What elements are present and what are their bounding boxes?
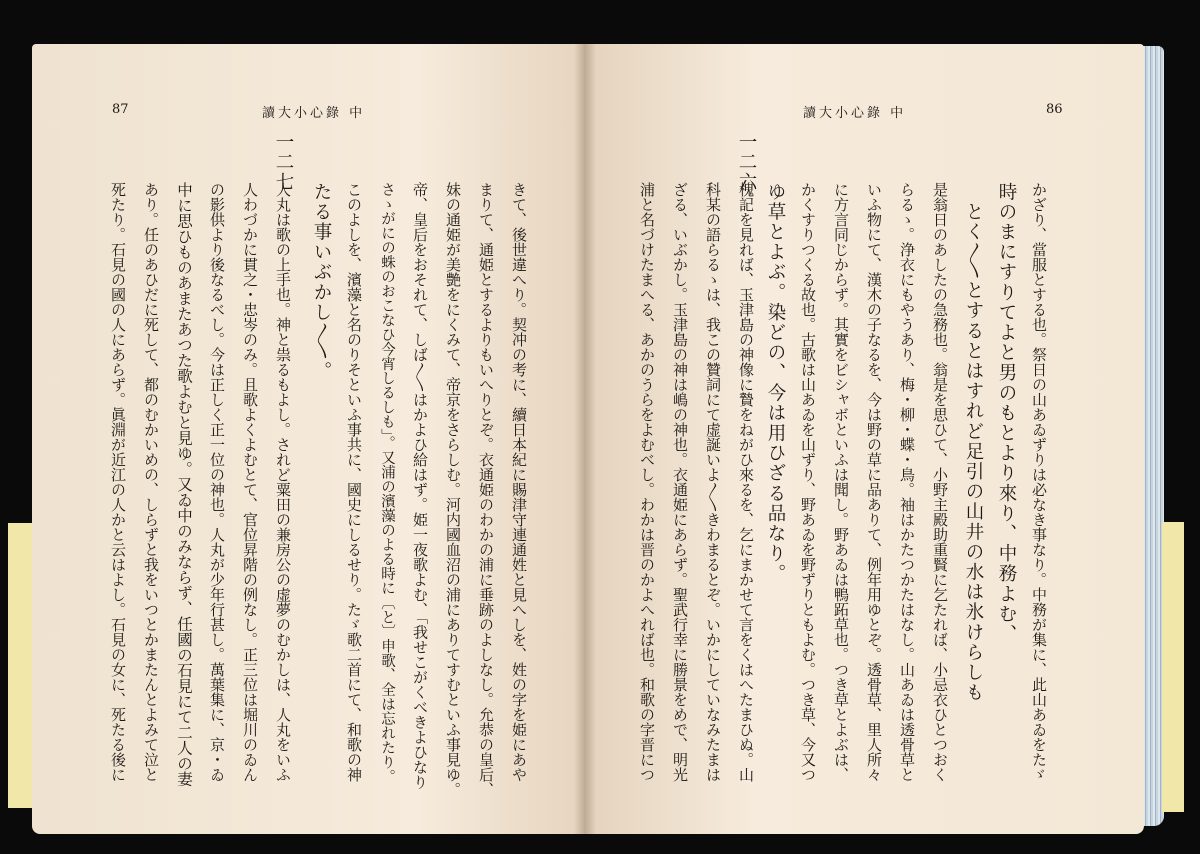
text-column: このよしを、濱藻と名のりそといふ事共に、國史にしるせり。たゞ歌二首にて、和歌の神 xyxy=(345,182,363,782)
right-page-number: 86 xyxy=(1046,102,1063,117)
poem-column: とく〳〵とするとはすれど足引の山井の水は氷けらしも xyxy=(963,202,984,703)
text-column: ざる、いぶかし。玉津島の神は嶋の神也。衣通姫にあらず。聖武行幸に勝景をめで、明光 xyxy=(671,182,689,782)
text-column: 時のまにすりてよと男のもとより來り、中務よむ、 xyxy=(996,182,1017,645)
text-column: 科某の語らるゝは、我この贊詞にて虚誕いよ〳〵きわまるとぞ。いかにしていなみたまは xyxy=(704,182,722,782)
left-page-number: 87 xyxy=(112,102,129,117)
yellow-bookmark-tab-right xyxy=(1162,522,1184,812)
right-running-head: 讀大小心錄 中 xyxy=(803,106,907,121)
text-column: 浦と名づけたまへる、あかのうらをよむべし。わかは晋のかよへれば也。和歌の字晋につ xyxy=(638,182,656,782)
text-column: たる事いぶかし〳〵。 xyxy=(311,182,332,382)
text-column: に方言同じからず。其實をビシャボといふは聞し。野あゐは鴨跖草也。つき草とよぶは、 xyxy=(832,182,850,782)
text-column: きて、後世違へり。契冲の考に、續日本紀に賜津守連通姓と見へしを、姓の字を姫にあや xyxy=(510,182,528,782)
yellow-bookmark-tab-left xyxy=(8,523,34,808)
text-column: 人わづかに貫之・忠岑のみ。且歌よくよむとて、官位昇階の例なし。正三位は堀川のゐん xyxy=(241,182,259,782)
text-column: 是翁日のあしたの急務也。翁是を思ひて、小野主殿助重賢に乞たれば、小忌衣ひとつおく xyxy=(931,182,949,782)
text-column: 中に思ひものあまたあつた歌よむと見ゆ。又ゐ中のみならず、任國の石見にて二人の妻 xyxy=(175,182,193,787)
text-column: さゝがにの蛛のおこなひ今宵しるしも」。又浦の濱藻のよる時に〔と〕申歌、全は忘れたり。 xyxy=(379,182,395,784)
book-gutter xyxy=(574,44,596,834)
text-column: かざり、當服とする也。祭日の山あゐずりは必なき事なり。中務が集に、此山あゐをたゞ xyxy=(1030,182,1048,782)
text-column: 妹の通姫が美艶をにくみて、帝京をさらしむ。河内國血沼の浦にありてすむといふ事見ゆ。 xyxy=(444,182,462,797)
text-column: 人丸は歌の上手也。神と祟るもよし。されど粟田の兼房公の虚夢のむかしは、人丸をいふ xyxy=(274,182,292,782)
text-column: 帝、皇后をおそれて、しば〳〵はかよひ給はず。姫一夜歌よむ、「我せこがくべきよひなり xyxy=(411,182,429,790)
text-column: 死たり。石見の國の人にあらず。眞淵が近江の人かと云はよし。石見の女に、死たる後に xyxy=(109,182,127,782)
text-column: まりて、通姫とするよりもいへりとぞ。衣通姫のわかの浦に垂跡のよしなし。允恭の皇后、 xyxy=(477,182,495,797)
text-column: らるゝ。浄衣にもやうあり、梅・柳・蝶・鳥。袖はかたつかたはなし。山あゐは透骨草と xyxy=(898,182,916,782)
left-running-head: 讀大小心錄 中 xyxy=(262,106,366,121)
text-column: いふ物にて、漢木の子なるを、今は野の草に品ありて、例年用ゆとぞ。透骨草、里人所々 xyxy=(865,182,883,782)
text-column: あり。任のあひだに死して、都のむかいめの、しらずと我をいつとかまたんとよみて泣と xyxy=(142,182,160,782)
text-column: の影供より後なるべし。今は正しく正一位の神也。人丸が少年行甚し。萬葉集に、京・ゐ xyxy=(208,182,226,782)
text-column: ゆ草とよぶ。染どの、今は用ひざる品なり。 xyxy=(765,182,786,584)
text-column: 槐記を見れば、玉津島の神像に贄をねがひ來るを、乞にまかせて言をくはへたまひぬ。山 xyxy=(737,182,755,782)
section-number: 一二七 xyxy=(273,132,294,193)
section-number: 一二六 xyxy=(736,132,757,193)
text-column: かくすりつくる故也。古歌は山あゐを山ずり、野あゐを野ずりともよむ。つき草、今又つ xyxy=(799,182,817,782)
